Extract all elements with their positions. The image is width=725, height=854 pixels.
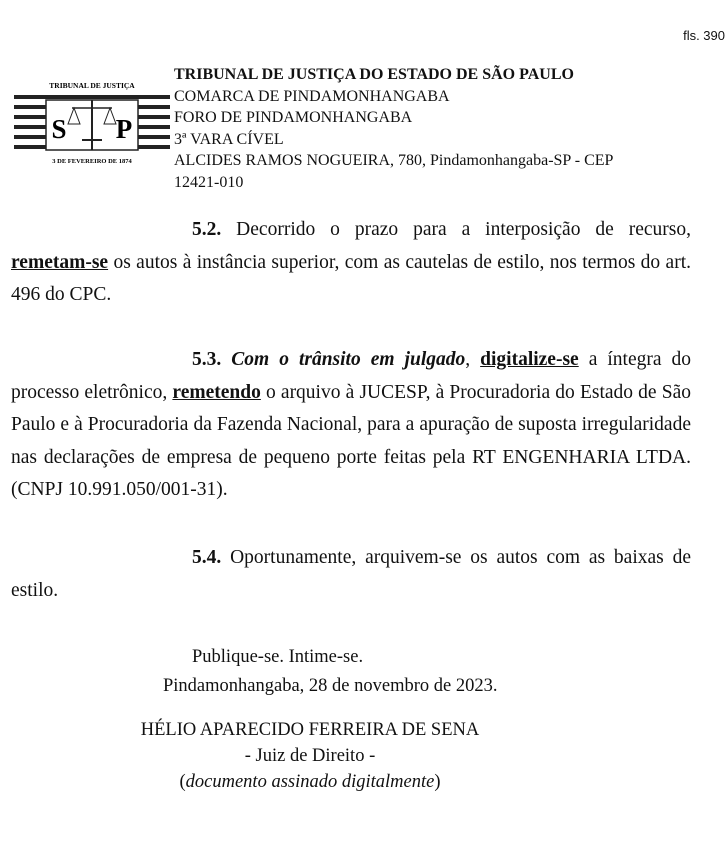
publique-line: Publique-se. Intime-se.: [192, 647, 364, 667]
paragraph-5-4: 5.4. Oportunamente, arquivem-se os autos com as baixas de estilo.: [11, 547, 691, 601]
tjsp-coat-of-arms-logo: [14, 78, 170, 170]
paragraph-number: 5.4.: [192, 547, 222, 568]
judge-role: - Juiz de Direito -: [244, 746, 376, 766]
page-number-label: fls. 390: [683, 28, 725, 43]
paragraph-number: 5.2.: [192, 219, 222, 240]
foro-line: FORO DE PINDAMONHANGABA: [174, 109, 413, 126]
emphasis-remetam-se: remetam-se: [11, 251, 109, 273]
judge-name: HÉLIO APARECIDO FERREIRA DE SENA: [140, 720, 480, 740]
logo-bottom-text: 3 DE FEVEREIRO DE 1874: [52, 158, 132, 165]
place-date-line: Pindamonhangaba, 28 de novembro de 2023.: [163, 676, 498, 696]
signature-block: [0, 717, 620, 795]
comarca-line: COMARCA DE PINDAMONHANGABA: [174, 87, 450, 105]
address-line-2: 12421-010: [174, 173, 244, 191]
emphasis-remetendo: remetendo: [172, 381, 261, 403]
vara-line: 3ª VARA CÍVEL: [174, 130, 284, 148]
emphasis-transito: Com o trânsito em julgado: [221, 349, 466, 370]
logo-letter-s: S: [51, 114, 67, 144]
address-line-1: ALCIDES RAMOS NOGUEIRA, 780, Pindamonhangaba-SP - CEP: [174, 152, 614, 169]
paragraph-5-2: 5.2. Decorrido o prazo para a interposição de recurso, remetam-se os autos à instância superior, com as cautelas de estilo, nos termos do art. 496 do CPC.: [11, 219, 691, 305]
paragraph-number: 5.3.: [192, 349, 222, 370]
logo-letter-p: P: [115, 114, 133, 144]
logo-top-text: TRIBUNAL DE JUSTIÇA: [49, 81, 135, 90]
court-name: TRIBUNAL DE JUSTIÇA DO ESTADO DE SÃO PAULO: [174, 66, 574, 83]
signature-note: (documento assinado digitalmente): [179, 772, 441, 792]
emphasis-digitalize-se: digitalize-se: [480, 349, 579, 370]
paragraph-5-3: 5.3. Com o trânsito em julgado, digitalize-se a íntegra do processo eletrônico, remetendo o arquivo à JUCESP, à Procuradoria do Estado de São Paulo e à Procuradoria da Fazenda Nacional, para a apuração de suposta irregularidade nas declarações de empresa de pequeno porte feitas pela RT ENGENHARIA LTDA. (CNPJ 10.991.050/001-31).: [11, 349, 692, 500]
court-header: [174, 64, 694, 193]
